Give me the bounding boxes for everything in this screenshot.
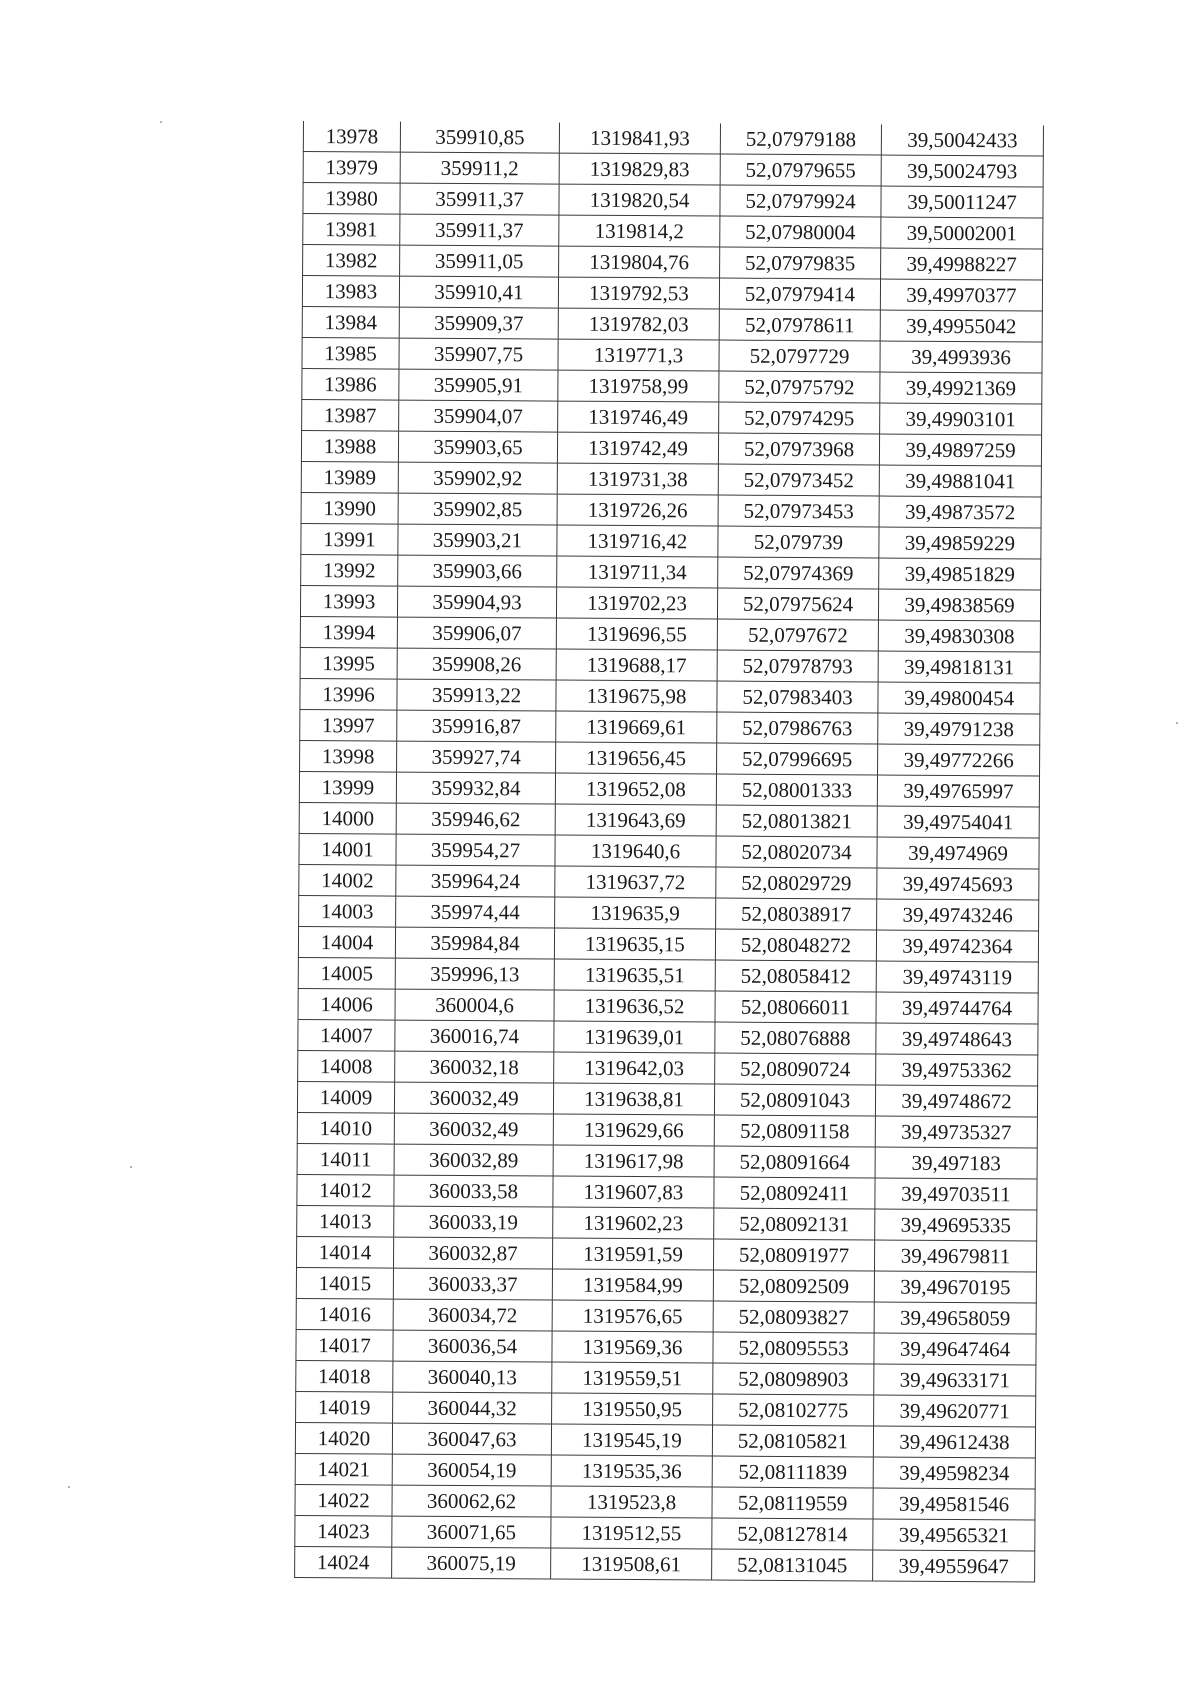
latitude-cell: 52,07979414 [719,278,880,310]
latitude-cell: 52,08102775 [713,1394,874,1426]
table-row [298,988,1038,1024]
longitude-cell: 39,49772266 [878,744,1040,776]
y-coordinate-cell: 1319669,61 [556,711,717,743]
point-number-cell: 14004 [298,926,395,958]
latitude-cell: 52,08098903 [713,1363,874,1395]
point-number-cell: 14014 [296,1236,393,1268]
longitude-cell: 39,49754041 [877,806,1039,838]
x-coordinate-cell: 360004,6 [395,989,554,1021]
longitude-cell: 39,49748672 [875,1085,1037,1117]
latitude-cell: 52,07975792 [719,371,880,403]
y-coordinate-cell: 1319559,51 [552,1362,713,1394]
x-coordinate-cell: 359910,85 [400,122,559,153]
y-coordinate-cell: 1319640,6 [555,835,716,867]
longitude-cell: 39,50042433 [881,125,1043,156]
longitude-cell: 39,50024793 [881,155,1043,187]
table-row [301,523,1041,559]
table-row [301,430,1041,466]
point-number-cell: 14013 [297,1205,394,1237]
point-number-cell: 14010 [297,1112,394,1144]
x-coordinate-cell: 359911,37 [400,214,559,246]
y-coordinate-cell: 1319639,01 [554,1021,715,1053]
x-coordinate-cell: 359904,07 [399,400,558,432]
latitude-cell: 52,07973453 [718,495,879,527]
table-row [298,957,1038,993]
x-coordinate-cell: 360033,58 [394,1175,553,1207]
latitude-cell: 52,08090724 [715,1053,876,1085]
table-row [297,1112,1037,1148]
point-number-cell: 14017 [296,1329,393,1361]
latitude-cell: 52,08013821 [716,805,877,837]
point-number-cell: 14023 [295,1515,392,1547]
point-number-cell: 13997 [300,709,397,741]
latitude-cell: 52,0797672 [717,619,878,651]
longitude-cell: 39,49745693 [877,868,1039,900]
x-coordinate-cell: 359902,85 [398,493,557,525]
latitude-cell: 52,07986763 [717,712,878,744]
point-number-cell: 13989 [301,461,398,493]
latitude-cell: 52,07979188 [720,124,881,155]
table-row [302,368,1042,404]
longitude-cell: 39,49873572 [879,496,1041,528]
x-coordinate-cell: 359954,27 [396,834,555,866]
latitude-cell: 52,07975624 [717,588,878,620]
latitude-cell: 52,07973968 [718,433,879,465]
table-row [302,276,1042,312]
latitude-cell: 52,08092509 [713,1270,874,1302]
latitude-cell: 52,07979835 [720,247,881,279]
x-coordinate-cell: 360032,87 [393,1237,552,1269]
point-number-cell: 14009 [297,1081,394,1113]
latitude-cell: 52,08127814 [712,1518,873,1550]
x-coordinate-cell: 360047,63 [392,1423,551,1455]
x-coordinate-cell: 359911,05 [400,245,559,277]
latitude-cell: 52,08092411 [714,1177,875,1209]
y-coordinate-cell: 1319726,26 [557,494,718,526]
latitude-cell: 52,08091158 [714,1115,875,1147]
longitude-cell: 39,49988227 [881,248,1043,280]
table-row [300,678,1040,714]
point-number-cell: 14024 [295,1546,392,1578]
coordinates-table-body [295,121,1044,1582]
x-coordinate-cell: 360033,19 [394,1206,553,1238]
longitude-cell: 39,49970377 [880,279,1042,311]
x-coordinate-cell: 360032,49 [394,1082,553,1114]
table-row [295,1546,1035,1582]
latitude-cell: 52,07979924 [720,185,881,217]
x-coordinate-cell: 359902,92 [398,462,557,494]
x-coordinate-cell: 360044,32 [393,1392,552,1424]
x-coordinate-cell: 359903,21 [398,524,557,556]
y-coordinate-cell: 1319523,8 [551,1486,712,1518]
longitude-cell: 39,50011247 [881,186,1043,218]
point-number-cell: 13999 [299,771,396,803]
table-row [297,1174,1037,1210]
latitude-cell: 52,08091043 [714,1084,875,1116]
longitude-cell: 39,49658059 [874,1302,1036,1334]
table-row [297,1205,1037,1241]
longitude-cell: 39,49851829 [879,558,1041,590]
point-number-cell: 13987 [302,399,399,431]
x-coordinate-cell: 360036,54 [393,1330,552,1362]
y-coordinate-cell: 1319591,59 [552,1238,713,1270]
point-number-cell: 14008 [298,1050,395,1082]
point-number-cell: 14016 [296,1298,393,1330]
longitude-cell: 39,49830308 [878,620,1040,652]
y-coordinate-cell: 1319637,72 [555,866,716,898]
table-row [295,1453,1035,1489]
x-coordinate-cell: 359984,84 [395,927,554,959]
longitude-cell: 39,497183 [875,1147,1037,1179]
x-coordinate-cell: 360034,72 [393,1299,552,1331]
x-coordinate-cell: 359908,26 [397,648,556,680]
longitude-cell: 39,49897259 [879,434,1041,466]
point-number-cell: 14022 [295,1484,392,1516]
table-row [298,1019,1038,1055]
table-row [301,461,1041,497]
y-coordinate-cell: 1319711,34 [557,556,718,588]
table-row [303,121,1043,156]
latitude-cell: 52,08111839 [712,1456,873,1488]
latitude-cell: 52,08038917 [716,898,877,930]
latitude-cell: 52,08020734 [716,836,877,868]
point-number-cell: 13986 [302,368,399,400]
table-row [297,1143,1037,1179]
point-number-cell: 13994 [300,616,397,648]
latitude-cell: 52,07974369 [718,557,879,589]
latitude-cell: 52,07978793 [717,650,878,682]
latitude-cell: 52,08076888 [715,1022,876,1054]
point-number-cell: 13983 [302,276,399,308]
x-coordinate-cell: 360075,19 [392,1547,551,1579]
x-coordinate-cell: 359927,74 [397,741,556,773]
table-row [299,802,1039,838]
x-coordinate-cell: 359903,66 [398,555,557,587]
x-coordinate-cell: 359996,13 [395,958,554,990]
y-coordinate-cell: 1319638,81 [553,1083,714,1115]
longitude-cell: 39,49735327 [875,1116,1037,1148]
y-coordinate-cell: 1319643,69 [555,804,716,836]
y-coordinate-cell: 1319569,36 [552,1331,713,1363]
longitude-cell: 39,49955042 [880,310,1042,342]
latitude-cell: 52,08091664 [714,1146,875,1178]
point-number-cell: 14003 [299,895,396,927]
longitude-cell: 39,49744764 [876,992,1038,1024]
longitude-cell: 39,4974969 [877,837,1039,869]
table-row [302,399,1042,435]
longitude-cell: 39,49791238 [878,713,1040,745]
x-coordinate-cell: 360054,19 [392,1454,551,1486]
table-row [300,616,1040,652]
y-coordinate-cell: 1319782,03 [558,308,719,340]
y-coordinate-cell: 1319576,65 [552,1300,713,1332]
longitude-cell: 39,49742364 [876,930,1038,962]
longitude-cell: 39,49748643 [876,1023,1038,1055]
x-coordinate-cell: 359974,44 [396,896,555,928]
table-row [295,1484,1035,1520]
longitude-cell: 39,49559647 [873,1550,1035,1582]
y-coordinate-cell: 1319804,76 [559,246,720,278]
y-coordinate-cell: 1319635,9 [555,897,716,929]
longitude-cell: 39,49743246 [877,899,1039,931]
table-row [296,1360,1036,1396]
table-row [302,337,1042,373]
table-row [303,214,1043,250]
table-row [299,864,1039,900]
longitude-cell: 39,49581546 [873,1488,1035,1520]
latitude-cell: 52,08091977 [713,1239,874,1271]
latitude-cell: 52,08058412 [715,960,876,992]
y-coordinate-cell: 1319550,95 [552,1393,713,1425]
point-number-cell: 13981 [303,214,400,246]
x-coordinate-cell: 359903,65 [398,431,557,463]
y-coordinate-cell: 1319814,2 [559,215,720,247]
y-coordinate-cell: 1319656,45 [556,742,717,774]
point-number-cell: 13982 [303,245,400,277]
point-number-cell: 14005 [298,957,395,989]
longitude-cell: 39,49743119 [876,961,1038,993]
latitude-cell: 52,07983403 [717,681,878,713]
table-row [297,1081,1037,1117]
y-coordinate-cell: 1319771,3 [558,339,719,371]
scan-speck [68,1486,70,1488]
x-coordinate-cell: 359911,2 [400,152,559,184]
y-coordinate-cell: 1319545,19 [551,1424,712,1456]
latitude-cell: 52,08066011 [715,991,876,1023]
table-row [302,306,1042,342]
y-coordinate-cell: 1319746,49 [558,401,719,433]
y-coordinate-cell: 1319702,23 [556,587,717,619]
y-coordinate-cell: 1319731,38 [557,463,718,495]
longitude-cell: 39,49598234 [873,1457,1035,1489]
longitude-cell: 39,49800454 [878,682,1040,714]
y-coordinate-cell: 1319642,03 [554,1052,715,1084]
x-coordinate-cell: 360062,62 [392,1485,551,1517]
latitude-cell: 52,08048272 [715,929,876,961]
point-number-cell: 13993 [300,585,397,617]
y-coordinate-cell: 1319636,52 [554,990,715,1022]
latitude-cell: 52,08105821 [712,1425,873,1457]
point-number-cell: 13990 [301,492,398,524]
point-number-cell: 13978 [303,121,400,152]
x-coordinate-cell: 359910,41 [399,276,558,308]
scan-speck [1176,722,1178,724]
point-number-cell: 13992 [301,554,398,586]
point-number-cell: 14012 [297,1174,394,1206]
latitude-cell: 52,07980004 [720,216,881,248]
point-number-cell: 13995 [300,647,397,679]
latitude-cell: 52,08093827 [713,1301,874,1333]
y-coordinate-cell: 1319742,49 [557,432,718,464]
x-coordinate-cell: 359916,87 [397,710,556,742]
x-coordinate-cell: 360040,13 [393,1361,552,1393]
y-coordinate-cell: 1319652,08 [555,773,716,805]
x-coordinate-cell: 359911,37 [400,183,559,215]
table-row [299,895,1039,931]
longitude-cell: 39,49620771 [874,1395,1036,1427]
y-coordinate-cell: 1319792,53 [558,277,719,309]
point-number-cell: 13996 [300,678,397,710]
latitude-cell: 52,07973452 [718,464,879,496]
longitude-cell: 39,49703511 [875,1178,1037,1210]
point-number-cell: 14020 [295,1422,392,1454]
table-row [298,926,1038,962]
longitude-cell: 39,49679811 [874,1240,1036,1272]
point-number-cell: 14000 [299,802,396,834]
y-coordinate-cell: 1319675,98 [556,680,717,712]
longitude-cell: 39,49818131 [878,651,1040,683]
y-coordinate-cell: 1319629,66 [553,1114,714,1146]
table-row [295,1422,1035,1458]
y-coordinate-cell: 1319535,36 [551,1455,712,1487]
table-row [301,492,1041,528]
y-coordinate-cell: 1319607,83 [553,1176,714,1208]
y-coordinate-cell: 1319688,17 [556,649,717,681]
point-number-cell: 14011 [297,1143,394,1175]
latitude-cell: 52,0797729 [719,340,880,372]
x-coordinate-cell: 359909,37 [399,307,558,339]
longitude-cell: 39,49838569 [878,589,1040,621]
table-row [296,1267,1036,1303]
point-number-cell: 14019 [296,1391,393,1423]
x-coordinate-cell: 360016,74 [395,1020,554,1052]
table-row [300,709,1040,745]
point-number-cell: 13980 [303,183,400,215]
table-row [301,554,1041,590]
table-row [303,183,1043,219]
longitude-cell: 39,49647464 [874,1333,1036,1365]
table-row [303,245,1043,281]
y-coordinate-cell: 1319602,23 [553,1207,714,1239]
x-coordinate-cell: 359906,07 [397,617,556,649]
point-number-cell: 13985 [302,337,399,369]
longitude-cell: 39,49565321 [873,1519,1035,1551]
x-coordinate-cell: 359932,84 [396,772,555,804]
table-row [296,1236,1036,1272]
scan-speck [130,1166,132,1168]
y-coordinate-cell: 1319829,83 [559,153,720,185]
y-coordinate-cell: 1319512,55 [551,1517,712,1549]
y-coordinate-cell: 1319617,98 [553,1145,714,1177]
latitude-cell: 52,08029729 [716,867,877,899]
x-coordinate-cell: 360032,18 [395,1051,554,1083]
longitude-cell: 39,49695335 [875,1209,1037,1241]
latitude-cell: 52,07979655 [720,154,881,186]
longitude-cell: 39,49633171 [874,1364,1036,1396]
y-coordinate-cell: 1319635,15 [554,928,715,960]
coordinates-table [294,121,1044,1582]
x-coordinate-cell: 359964,24 [396,865,555,897]
point-number-cell: 14006 [298,988,395,1020]
longitude-cell: 39,49859229 [879,527,1041,559]
y-coordinate-cell: 1319508,61 [551,1548,712,1580]
point-number-cell: 13979 [303,152,400,184]
table-row [296,1391,1036,1427]
latitude-cell: 52,08092131 [714,1208,875,1240]
table-row [296,1329,1036,1365]
table-row [303,152,1043,188]
point-number-cell: 13998 [300,740,397,772]
longitude-cell: 39,49921369 [880,372,1042,404]
latitude-cell: 52,08131045 [712,1549,873,1581]
scan-speck [160,121,162,123]
table-row [300,585,1040,621]
longitude-cell: 39,50002001 [881,217,1043,249]
longitude-cell: 39,49881041 [879,465,1041,497]
point-number-cell: 14001 [299,833,396,865]
latitude-cell: 52,07996695 [717,743,878,775]
latitude-cell: 52,08095553 [713,1332,874,1364]
x-coordinate-cell: 360032,49 [394,1113,553,1145]
table-row [298,1050,1038,1086]
x-coordinate-cell: 359904,93 [397,586,556,618]
y-coordinate-cell: 1319635,51 [554,959,715,991]
longitude-cell: 39,49753362 [876,1054,1038,1086]
point-number-cell: 14007 [298,1019,395,1051]
y-coordinate-cell: 1319758,99 [558,370,719,402]
y-coordinate-cell: 1319841,93 [559,123,720,154]
latitude-cell: 52,08001333 [716,774,877,806]
y-coordinate-cell: 1319820,54 [559,184,720,216]
longitude-cell: 39,49765997 [877,775,1039,807]
x-coordinate-cell: 359905,91 [399,369,558,401]
table-row [300,647,1040,683]
point-number-cell: 14021 [295,1453,392,1485]
point-number-cell: 14018 [296,1360,393,1392]
table-row [300,740,1040,776]
latitude-cell: 52,08119559 [712,1487,873,1519]
latitude-cell: 52,079739 [718,526,879,558]
x-coordinate-cell: 359913,22 [397,679,556,711]
point-number-cell: 13991 [301,523,398,555]
point-number-cell: 14002 [299,864,396,896]
longitude-cell: 39,49612438 [873,1426,1035,1458]
table-row [296,1298,1036,1334]
longitude-cell: 39,4993936 [880,341,1042,373]
table-row [299,833,1039,869]
y-coordinate-cell: 1319584,99 [552,1269,713,1301]
point-number-cell: 14015 [296,1267,393,1299]
table-row [299,771,1039,807]
point-number-cell: 13988 [301,430,398,462]
latitude-cell: 52,07978611 [719,309,880,341]
longitude-cell: 39,49670195 [874,1271,1036,1303]
x-coordinate-cell: 360032,89 [394,1144,553,1176]
x-coordinate-cell: 360071,65 [392,1516,551,1548]
x-coordinate-cell: 359946,62 [396,803,555,835]
x-coordinate-cell: 359907,75 [399,338,558,370]
longitude-cell: 39,49903101 [880,403,1042,435]
latitude-cell: 52,07974295 [719,402,880,434]
y-coordinate-cell: 1319716,42 [557,525,718,557]
y-coordinate-cell: 1319696,55 [556,618,717,650]
table-row [295,1515,1035,1551]
point-number-cell: 13984 [302,306,399,338]
x-coordinate-cell: 360033,37 [393,1268,552,1300]
